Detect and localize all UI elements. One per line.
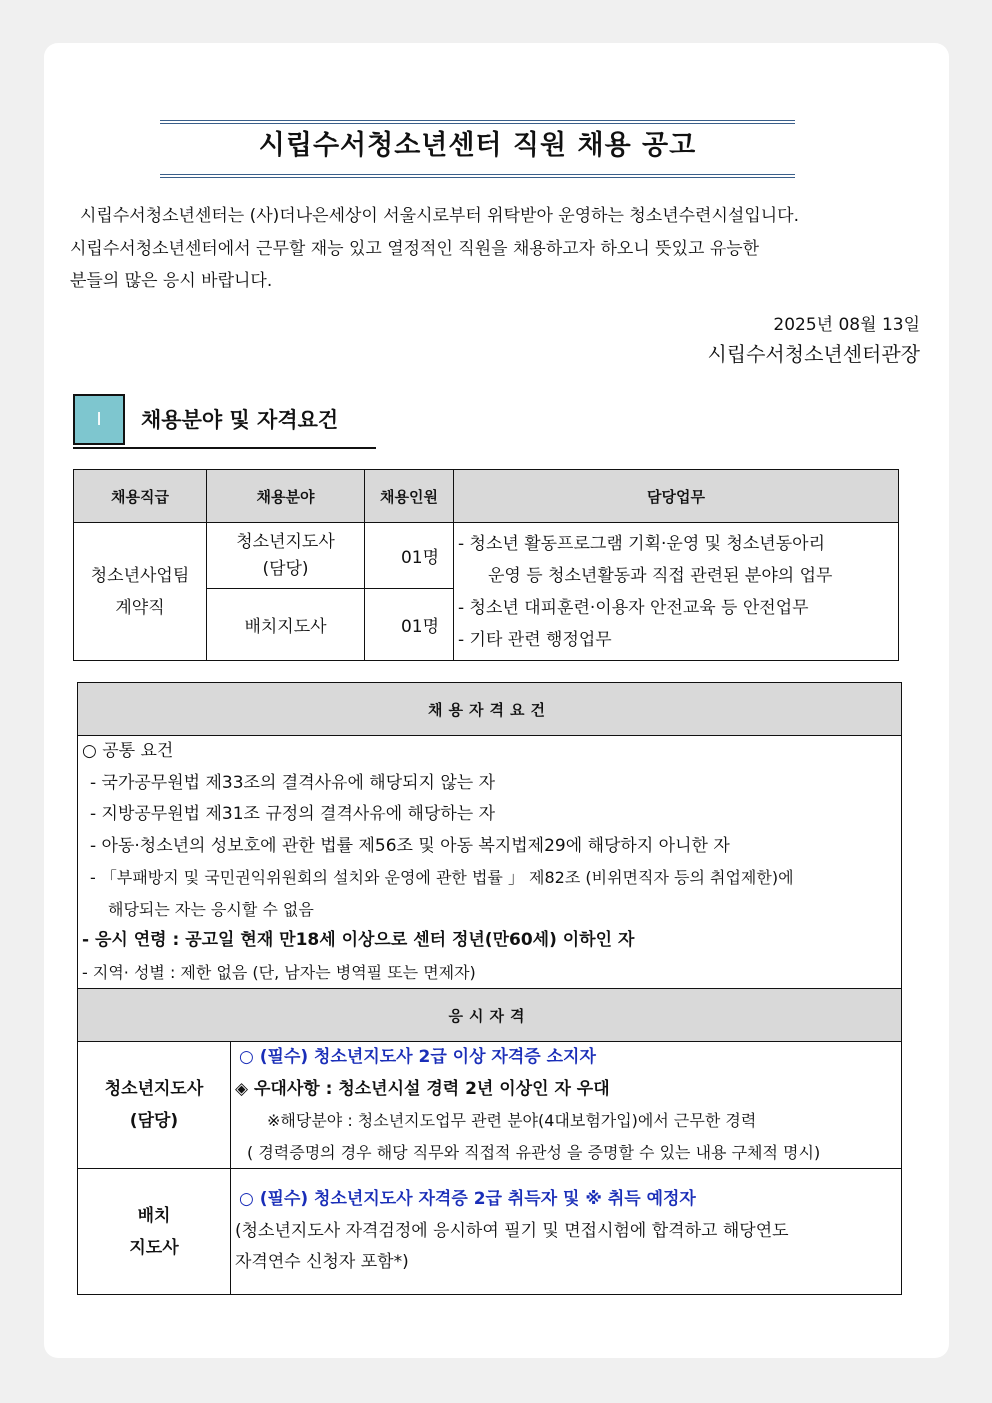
req-line: - 지방공무원법 제31조 규정의 결격사유에 해당하는 자	[90, 804, 496, 824]
duty-line: 운영 등 청소년활동과 직접 관련된 분야의 업무	[488, 565, 833, 586]
announcement-date: 2025년 08월 13일	[773, 315, 920, 335]
role-qualifications	[231, 1169, 902, 1295]
section-number: Ⅰ	[73, 394, 125, 445]
required-qualification: ○ (필수) 청소년지도사 2급 이상 자격증 소지자	[239, 1047, 596, 1067]
col-header: 채용분야	[207, 470, 365, 523]
role-label-line: 배치	[137, 1205, 171, 1226]
qualification-note: (청소년지도사 자격검정에 응시하여 필기 및 면접시험에 합격하고 해당연도	[235, 1220, 789, 1241]
title-banner	[160, 120, 795, 178]
qualification-note: ( 경력증명의 경우 해당 직무와 직접적 유관성 을 증명할 수 있는 내용 구체적 명시)	[247, 1142, 821, 1162]
qualification-table	[77, 682, 902, 1295]
duty-cell	[454, 523, 899, 661]
intro-line: 시립수서청소년센터는 (사)더나은세상이 서울시로부터 위탁받아 운영하는 청소년수련시설입니다.	[80, 206, 799, 226]
intro-line: 시립수서청소년센터에서 근무할 재능 있고 열정적인 직원을 채용하고자 하오니 뜻있고 유능한	[70, 238, 760, 259]
duty-line: - 기타 관련 행정업무	[458, 629, 612, 650]
rank-line: 청소년사업팀	[90, 565, 190, 586]
intro-paragraph	[70, 200, 920, 298]
req-line: - 「부패방지 및 국민권익위원회의 설치와 운영에 관한 법률 」 제82조 (비위면직자 등의 취업제한)에	[90, 868, 794, 887]
req-line: - 지역· 성별 : 제한 없음 (단, 남자는 병역필 또는 면제자)	[82, 962, 476, 982]
signature: 시립수서청소년센터관장	[707, 342, 920, 366]
req-line: - 아동·청소년의 성보호에 관한 법률 제56조 및 아동 복지법제29에 해당하지 아니한 자	[90, 835, 730, 856]
recruitment-table	[73, 469, 899, 661]
count-cell: 01명	[365, 523, 454, 589]
role-label-line: 지도사	[129, 1237, 179, 1258]
col-header: 채용인원	[365, 470, 454, 523]
req-line: - 국가공무원법 제33조의 결격사유에 해당되지 않는 자	[90, 772, 496, 793]
field-cell: 배치지도사	[207, 589, 365, 661]
role-label	[78, 1169, 231, 1295]
preferred-qualification: ◈ 우대사항 : 청소년시설 경력 2년 이상인 자 우대	[235, 1078, 610, 1099]
rank-line: 계약직	[115, 597, 165, 618]
qualification-note: 자격연수 신청자 포함*)	[235, 1252, 409, 1273]
role-qualifications	[231, 1042, 902, 1169]
field-name: 청소년지도사	[236, 531, 335, 552]
field-cell	[207, 523, 365, 589]
role-label	[78, 1042, 231, 1169]
req-line: - 응시 연령 : 공고일 현재 만18세 이상으로 센터 정년(만60세) 이하인 자	[82, 930, 635, 950]
duty-line: - 청소년 대피훈련·이용자 안전교육 등 안전업무	[458, 597, 809, 618]
section-title: 채용분야 및 자격요건	[141, 408, 339, 432]
role-label-line: 청소년지도사	[104, 1079, 204, 1099]
required-qualification: ○ (필수) 청소년지도사 자격증 2급 취득자 및 ※ 취득 예정자	[239, 1189, 696, 1210]
req-line: ○ 공통 요건	[82, 741, 174, 761]
section-heading	[73, 394, 376, 449]
rank-cell	[74, 523, 207, 661]
qualification-header: 채용자격요건	[78, 683, 902, 736]
eligibility-header: 응시자격	[78, 989, 902, 1042]
duty-line: - 청소년 활동프로그램 기획·운영 및 청소년동아리	[458, 533, 825, 554]
common-requirements	[78, 736, 902, 989]
col-header: 담당업무	[454, 470, 899, 523]
intro-line: 분들의 많은 응시 바랍니다.	[70, 271, 273, 291]
page-title: 시립수서청소년센터 직원 채용 공고	[258, 130, 697, 161]
role-label-line: (담당)	[129, 1111, 179, 1131]
qualification-note: ※해당분야 : 청소년지도업무 관련 분야(4대보험가입)에서 근무한 경력	[267, 1111, 757, 1130]
req-line: 해당되는 자는 응시할 수 없음	[108, 899, 314, 919]
count-cell: 01명	[365, 589, 454, 661]
field-name: (담당)	[262, 558, 309, 579]
col-header: 채용직급	[74, 470, 207, 523]
